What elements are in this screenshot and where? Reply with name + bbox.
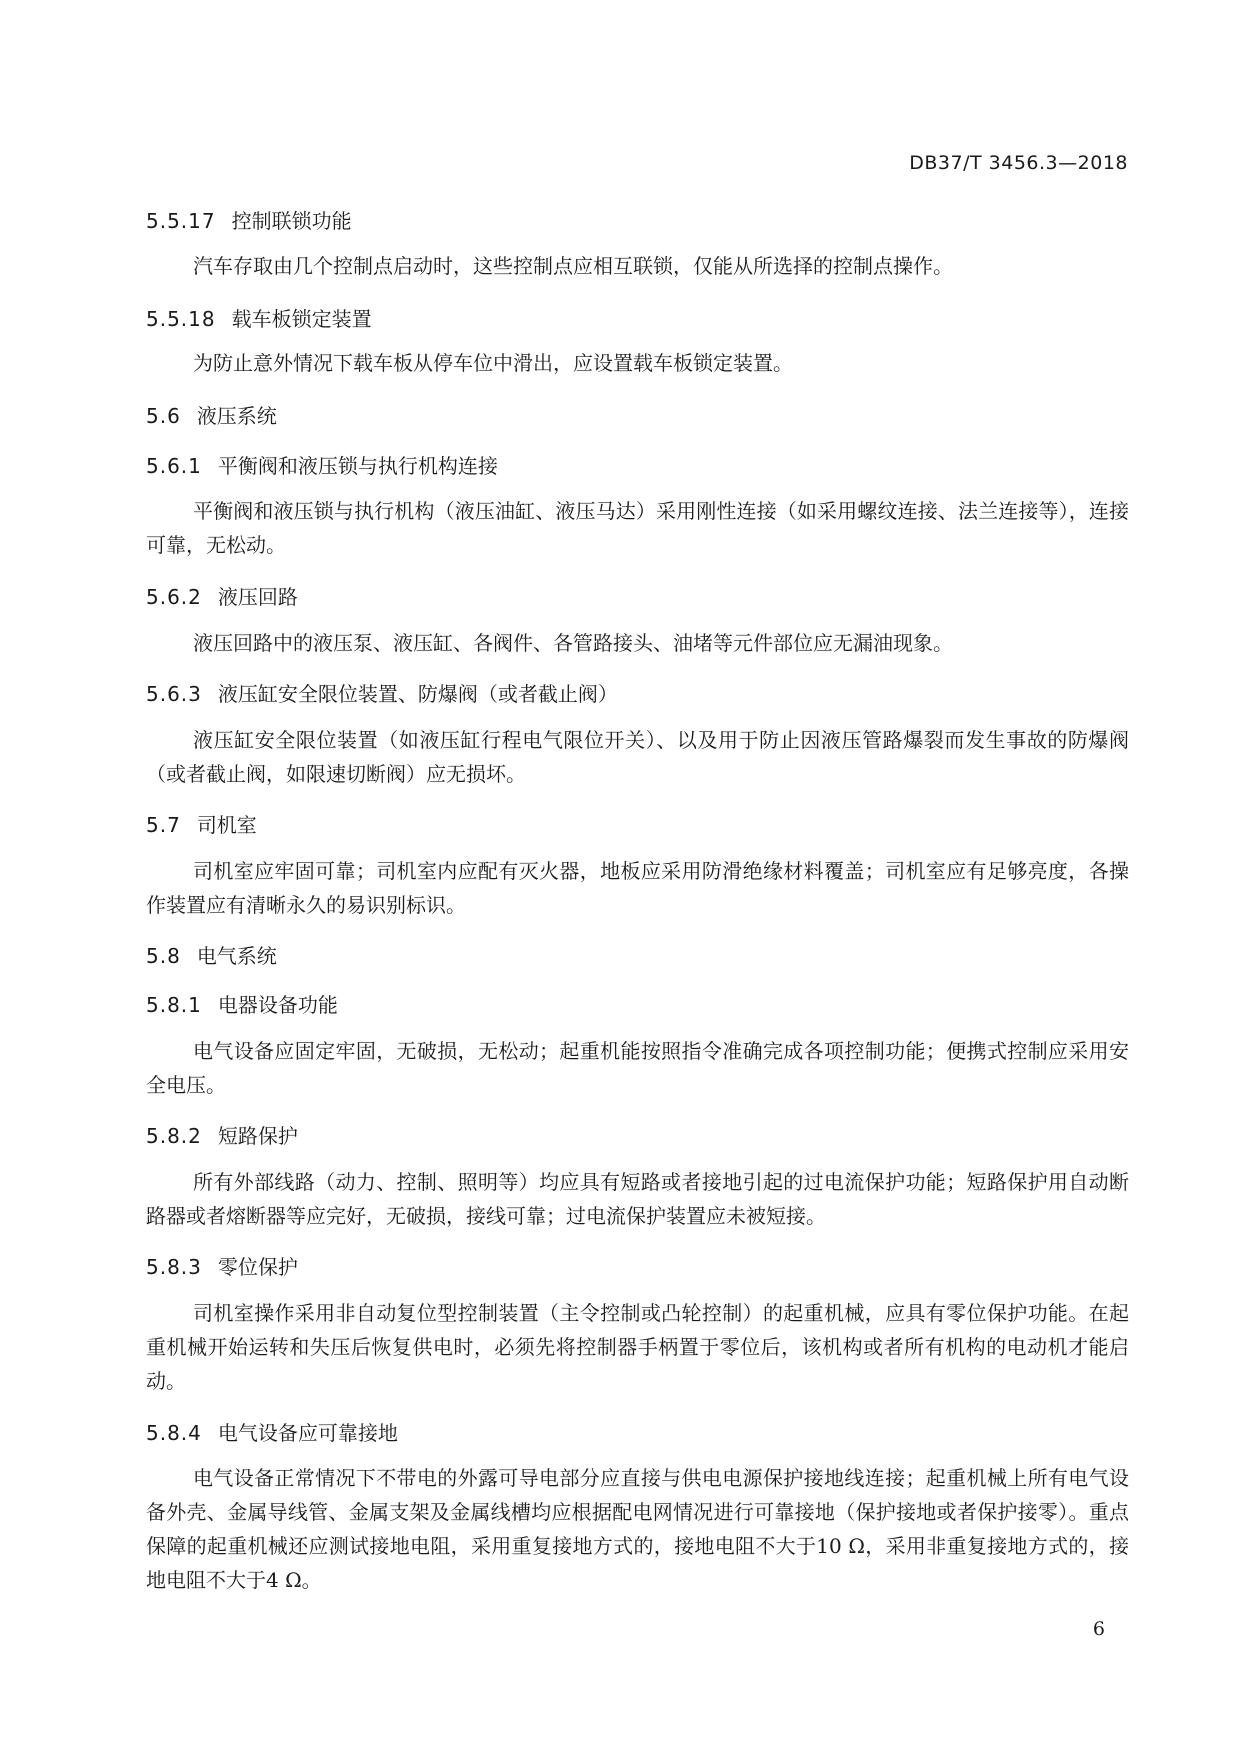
section-title: 液压缸安全限位装置、防爆阀（或者截止阀） bbox=[217, 682, 618, 706]
section-title: 液压系统 bbox=[196, 404, 277, 428]
section-title: 短路保护 bbox=[217, 1124, 298, 1148]
section-number: 5.8.4 bbox=[146, 1421, 202, 1445]
page-number: 6 bbox=[1092, 1618, 1105, 1640]
section-heading bbox=[146, 1251, 298, 1280]
section-number: 5.8.3 bbox=[146, 1255, 202, 1279]
section-heading bbox=[146, 1417, 398, 1446]
paragraph: 液压回路中的液压泵、液压缸、各阀件、各管路接头、油堵等元件部位应无漏油现象。 bbox=[193, 631, 953, 655]
section-number: 5.6.3 bbox=[146, 682, 202, 706]
section-title: 载车板锁定装置 bbox=[231, 307, 372, 331]
section-title: 电器设备功能 bbox=[217, 993, 338, 1017]
section-title: 电气系统 bbox=[196, 944, 277, 968]
section-title: 液压回路 bbox=[217, 585, 298, 609]
section-heading bbox=[146, 303, 372, 332]
section-number: 5.7 bbox=[146, 813, 181, 837]
paragraph: 所有外部线路（动力、控制、照明等）均应具有短路或者接地引起的过电流保护功能；短路保护用自动断路器或者熔断器等应完好，无破损，接线可靠；过电流保护装置应未被短接。 bbox=[146, 1170, 1129, 1228]
paragraph: 为防止意外情况下载车板从停车位中滑出，应设置载车板锁定装置。 bbox=[193, 351, 793, 375]
document-code: DB37/T 3456.3—2018 bbox=[909, 152, 1128, 174]
section-heading bbox=[146, 450, 498, 479]
section-heading bbox=[146, 940, 277, 969]
section-title: 控制联锁功能 bbox=[231, 209, 352, 233]
section-heading bbox=[146, 678, 618, 707]
paragraph: 司机室应牢固可靠；司机室内应配有灭火器，地板应采用防滑绝缘材料覆盖；司机室应有足够亮度，各操作装置应有清晰永久的易识别标识。 bbox=[146, 859, 1129, 917]
section-number: 5.5.18 bbox=[146, 307, 216, 331]
section-title: 电气设备应可靠接地 bbox=[217, 1421, 398, 1445]
section-title: 司机室 bbox=[196, 813, 257, 837]
section-number: 5.8.1 bbox=[146, 993, 202, 1017]
section-heading bbox=[146, 809, 257, 838]
section-heading bbox=[146, 400, 277, 429]
section-heading bbox=[146, 205, 352, 234]
paragraph: 汽车存取由几个控制点启动时，这些控制点应相互联锁，仅能从所选择的控制点操作。 bbox=[193, 254, 953, 278]
paragraph: 电气设备应固定牢固，无破损，无松动；起重机能按照指令准确完成各项控制功能；便携式控制应采用安全电压。 bbox=[146, 1039, 1129, 1097]
section-heading bbox=[146, 1120, 298, 1149]
paragraph: 液压缸安全限位装置（如液压缸行程电气限位开关）、以及用于防止因液压管路爆裂而发生事故的防爆阀（或者截止阀，如限速切断阀）应无损坏。 bbox=[146, 728, 1129, 786]
section-number: 5.6 bbox=[146, 404, 181, 428]
section-heading bbox=[146, 989, 338, 1018]
section-number: 5.8 bbox=[146, 944, 181, 968]
section-number: 5.6.1 bbox=[146, 454, 202, 478]
paragraph: 电气设备正常情况下不带电的外露可导电部分应直接与供电电源保护接地线连接；起重机械上所有电气设备外壳、金属导线管、金属支架及金属线槽均应根据配电网情况进行可靠接地（保护接地或者保护接零）。重点保障的起重机械还应测试接地电阻，采用重复接地方式的，接地电阻不大于10 Ω，采用非重复接地方式的，接地电阻不大于4 Ω。 bbox=[146, 1466, 1129, 1592]
paragraph: 平衡阀和液压锁与执行机构（液压油缸、液压马达）采用刚性连接（如采用螺纹连接、法兰连接等），连接可靠，无松动。 bbox=[146, 499, 1129, 557]
paragraph: 司机室操作采用非自动复位型控制装置（主令控制或凸轮控制）的起重机械，应具有零位保护功能。在起重机械开始运转和失压后恢复供电时，必须先将控制器手柄置于零位后，该机构或者所有机构的电动机才能启动。 bbox=[146, 1301, 1129, 1393]
section-number: 5.6.2 bbox=[146, 585, 202, 609]
section-title: 零位保护 bbox=[217, 1255, 298, 1279]
section-number: 5.8.2 bbox=[146, 1124, 202, 1148]
section-number: 5.5.17 bbox=[146, 209, 216, 233]
section-heading bbox=[146, 581, 298, 610]
section-title: 平衡阀和液压锁与执行机构连接 bbox=[217, 454, 498, 478]
